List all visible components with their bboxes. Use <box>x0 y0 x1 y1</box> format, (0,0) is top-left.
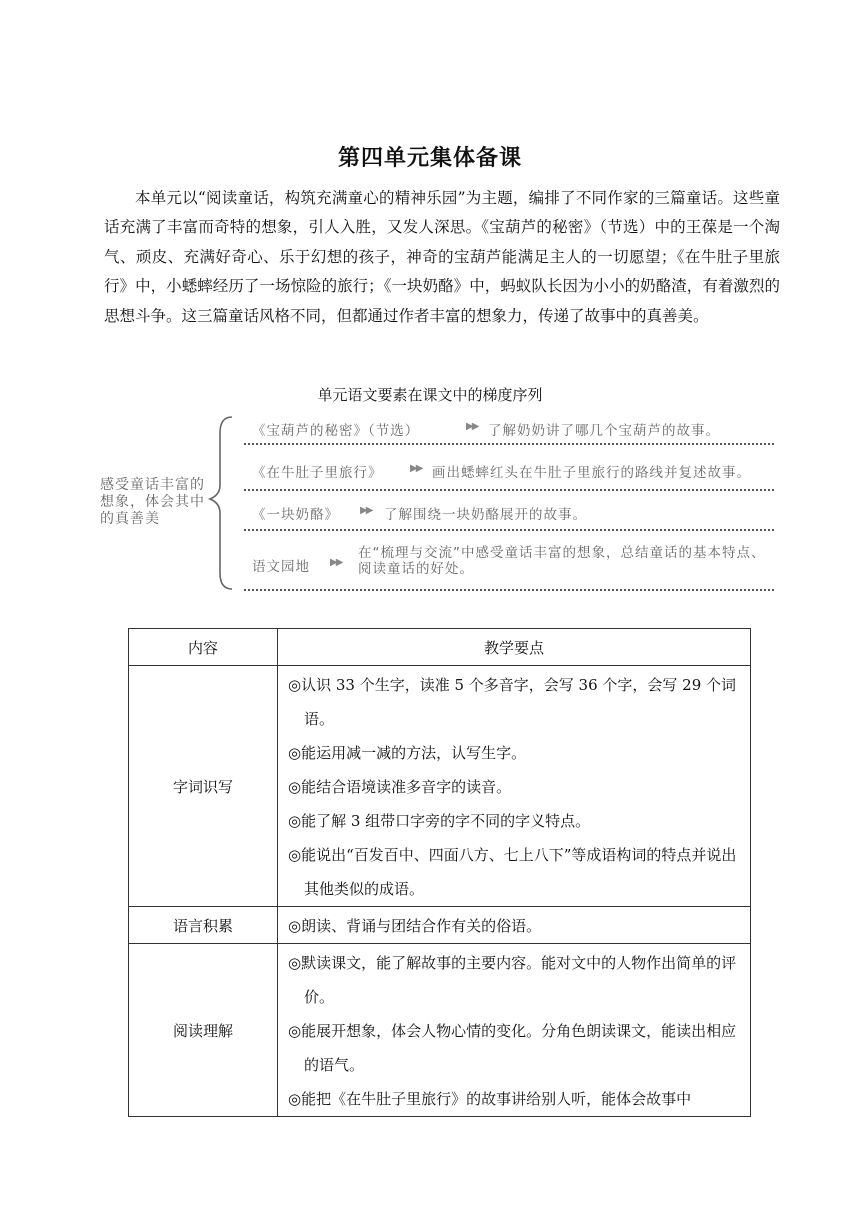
table-row <box>129 944 751 1117</box>
diagram-row-label: 《一块奶酪》 <box>252 507 339 523</box>
teaching-point: ◎朗读、背诵与团结合作有关的俗语。 <box>288 917 542 935</box>
header-teaching-points: 教学要点 <box>278 629 751 666</box>
teaching-point: ◎能把《在牛肚子里旅行》的故事讲给别人听，能体会故事中 <box>288 1090 692 1108</box>
teaching-point: ◎能展开想象，体会人物心情的变化。分角色朗读课文，能读出相应的语气。 <box>288 1022 737 1074</box>
diagram-row <box>244 491 774 531</box>
row-category: 阅读理解 <box>129 944 278 1117</box>
diagram-row <box>244 415 774 445</box>
arrow-icon: ▶▶ <box>466 421 478 432</box>
diagram-row <box>244 445 774 491</box>
arrow-icon: ▶▶ <box>330 557 342 568</box>
row-category: 语言积累 <box>129 907 278 944</box>
diagram-row <box>244 531 774 591</box>
table-row <box>129 907 751 944</box>
row-points <box>278 907 751 944</box>
arrow-icon: ▶▶ <box>410 463 422 474</box>
header-content: 内容 <box>129 629 278 666</box>
row-points <box>278 944 751 1117</box>
diagram-row-label: 语文园地 <box>252 559 310 575</box>
intro-paragraph: 本单元以“阅读童话，构筑充满童心的精神乐园”为主题，编排了不同作家的三篇童话。这些童话充满了丰富而奇特的想象，引人入胜，又发人深思。《宝葫芦的秘密》（节选）中的王葆是一个淘气、顽皮、充满好奇心、乐于幻想的孩子，神奇的宝葫芦能满足主人的一切愿望；《在牛肚子里旅行》中，小蟋蟀经历了一场惊险的旅行；《一块奶酪》中，蚂蚁队长因为小小的奶酪渣，有着激烈的思想斗争。这三篇童话风格不同，但都通过作者丰富的想象力，传递了故事中的真善美。 <box>104 189 780 325</box>
row-points <box>278 666 751 907</box>
teaching-point: ◎默读课文，能了解故事的主要内容。能对文中的人物作出简单的评价。 <box>288 954 737 1006</box>
teaching-point: ◎能了解 3 组带口字旁的字不同的字义特点。 <box>288 812 591 830</box>
row-category: 字词识写 <box>129 666 278 907</box>
diagram-row-desc: 了解奶奶讲了哪几个宝葫芦的故事。 <box>488 423 720 439</box>
teaching-point: ◎能说出“百发百中、四面八方、七上八下”等成语构词的特点并说出其他类似的成语。 <box>288 846 737 898</box>
diagram-row-label: 《在牛肚子里旅行》 <box>252 465 383 481</box>
page-title: 第四单元集体备课 <box>337 146 522 171</box>
diagram-theme: 感受童话丰富的想象，体会其中的真善美 <box>100 477 205 527</box>
table-header-row <box>129 629 751 666</box>
diagram-row-desc: 在“梳理与交流”中感受童话丰富的想象，总结童话的基本特点、阅读童话的好处。 <box>358 545 766 577</box>
teaching-point: ◎能结合语境读准多音字的读音。 <box>288 778 512 796</box>
teaching-point: ◎认识 33 个生字，读准 5 个多音字，会写 36 个字，会写 29 个词语。 <box>288 676 737 728</box>
teaching-points-table <box>128 628 751 1117</box>
table-row <box>129 666 751 907</box>
gradient-diagram <box>96 413 786 593</box>
diagram-title: 单元语文要素在课文中的梯度序列 <box>317 386 543 404</box>
diagram-row-desc: 画出蟋蟀红头在牛肚子里旅行的路线并复述故事。 <box>432 465 751 481</box>
diagram-row-label: 《宝葫芦的秘密》（节选） <box>252 423 420 439</box>
brace-icon <box>206 413 236 593</box>
arrow-icon: ▶▶ <box>360 505 372 516</box>
teaching-point: ◎能运用减一减的方法，认写生字。 <box>288 744 527 762</box>
diagram-row-desc: 了解围绕一块奶酪展开的故事。 <box>384 507 587 523</box>
